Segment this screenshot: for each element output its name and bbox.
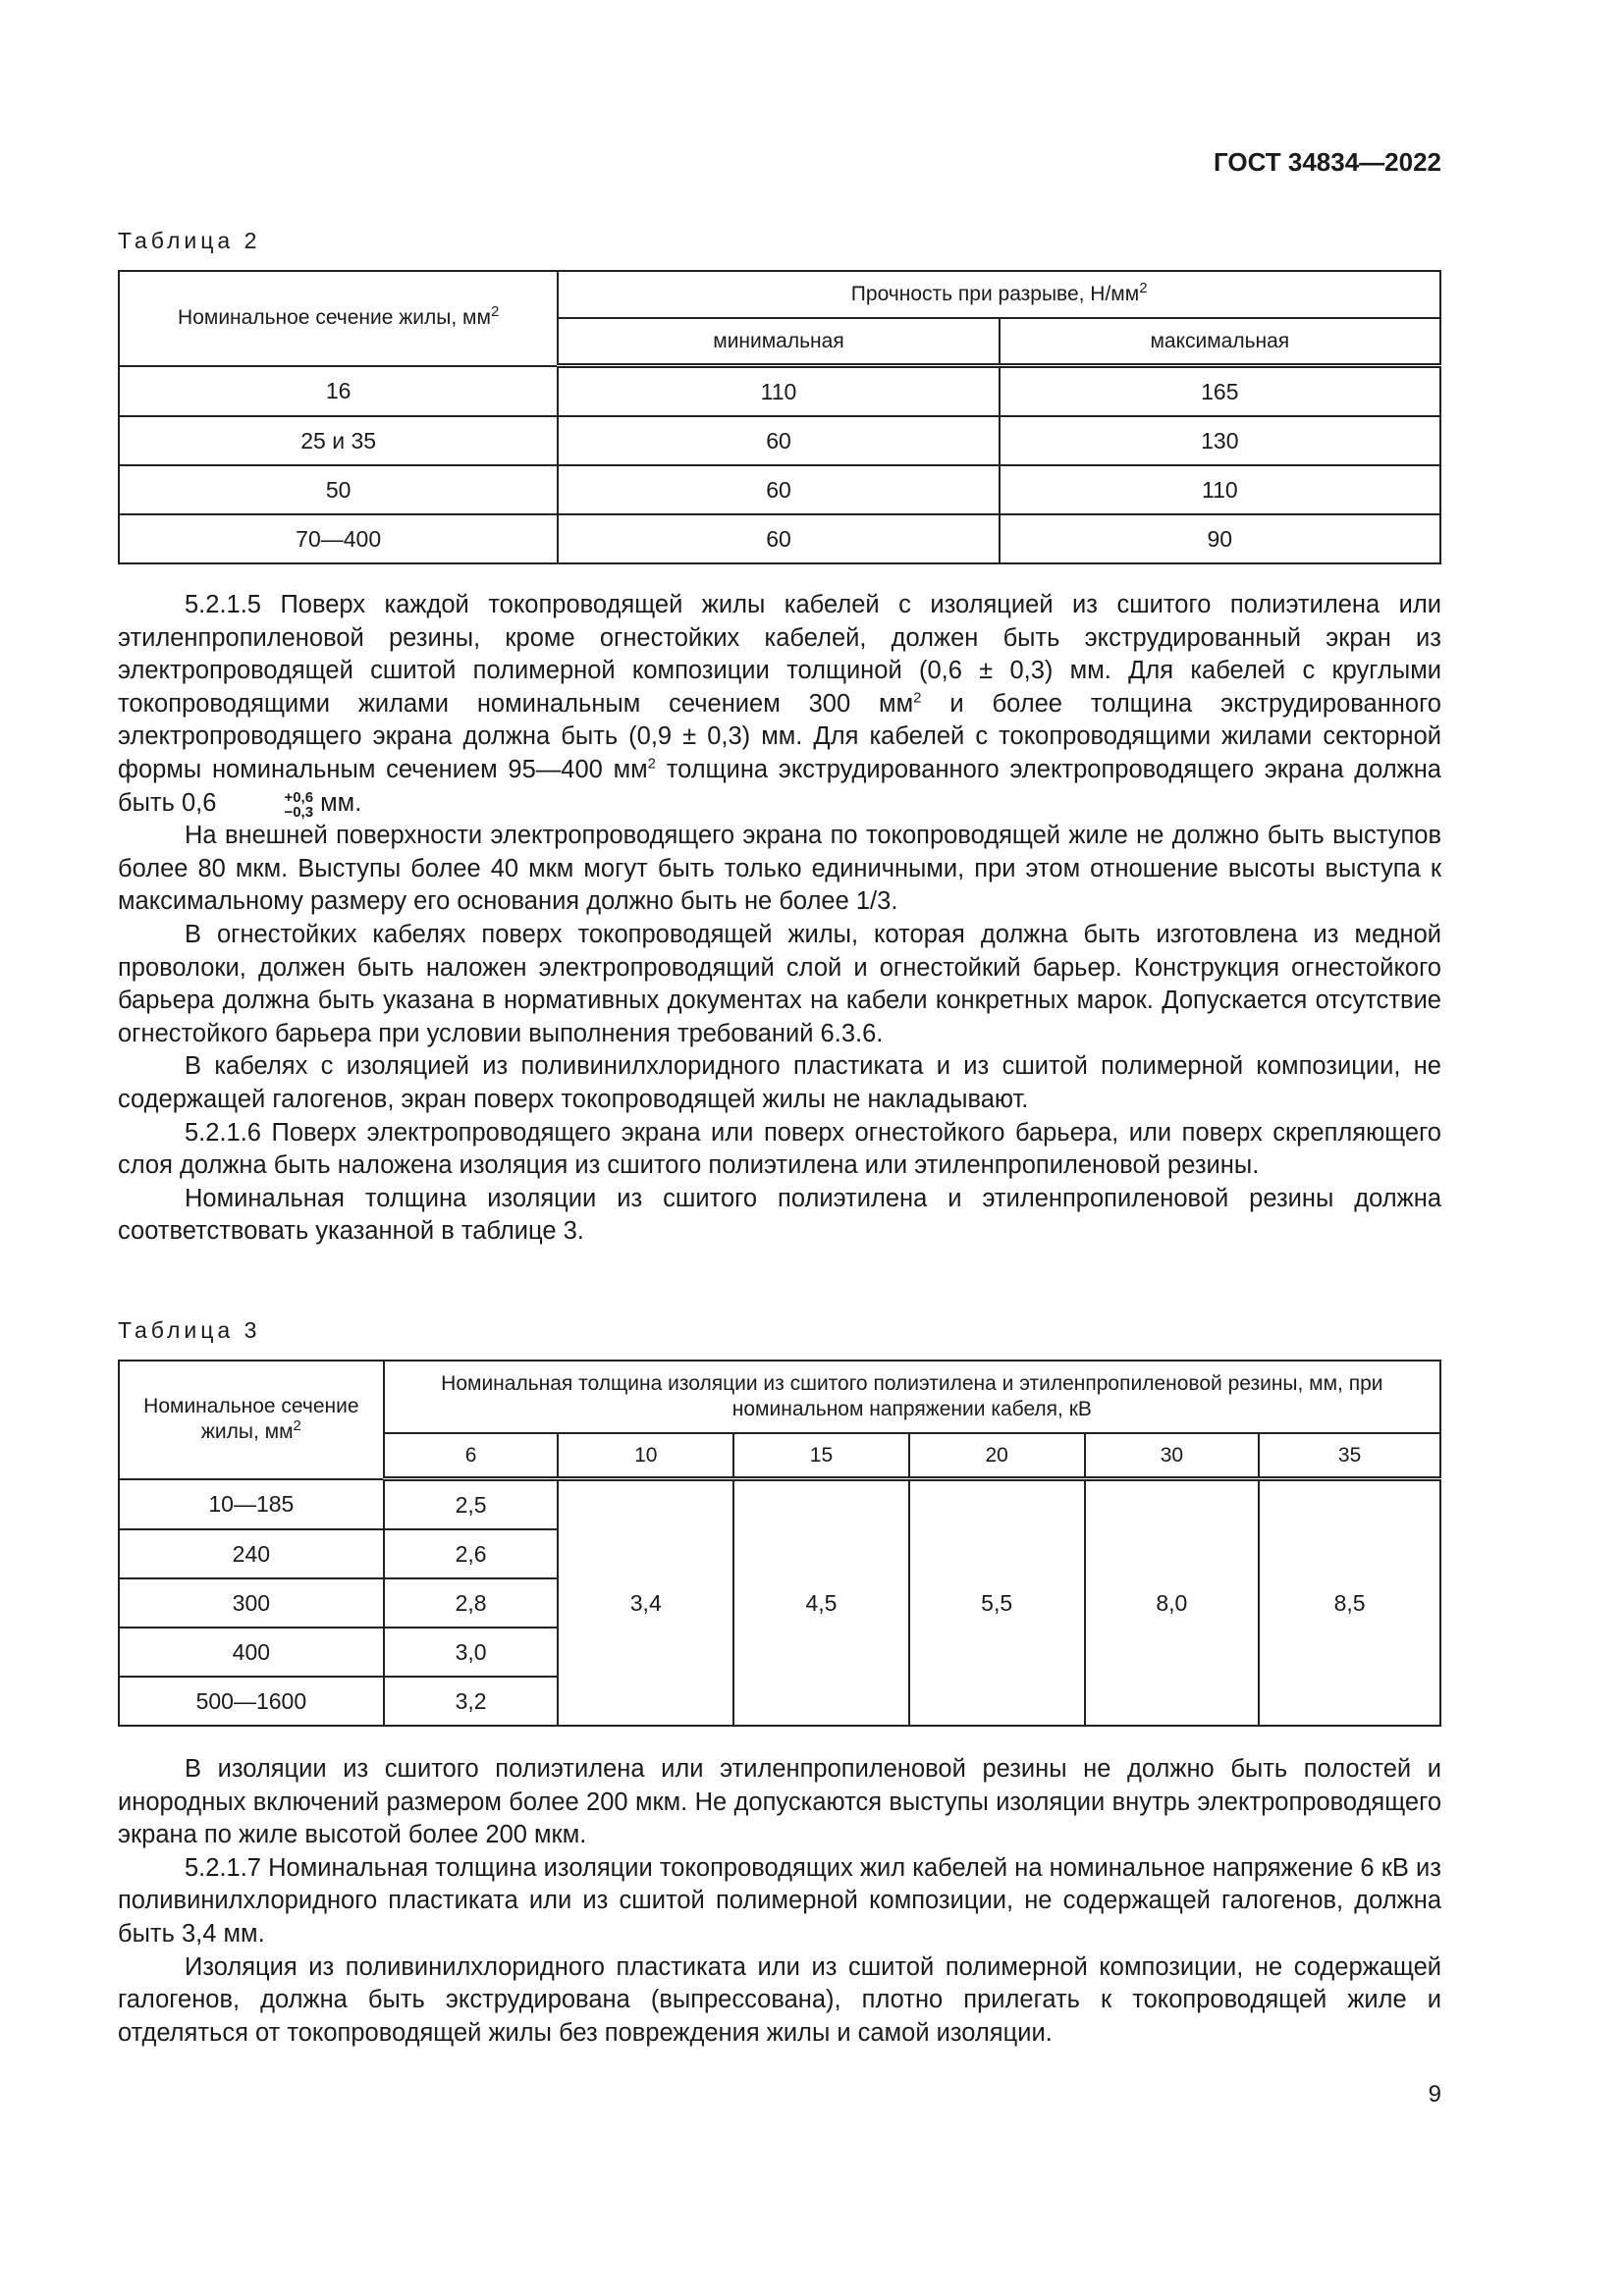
- cell-35kv: 8,5: [1259, 1479, 1440, 1727]
- cell-min: 60: [558, 416, 999, 465]
- cell-section: 10—185: [119, 1479, 384, 1530]
- cell-section: 70—400: [119, 514, 558, 563]
- header-strength: Прочность при разрыве, $Н/мм^2$: [558, 271, 1440, 318]
- header-voltage: 20: [909, 1433, 1085, 1479]
- table-row: [119, 366, 1440, 417]
- cell-section: 16: [119, 366, 558, 417]
- table-row: [119, 514, 1440, 563]
- cell-min: 60: [558, 514, 999, 563]
- cell-section: 50: [119, 465, 558, 514]
- paragraph-5-2-1-5: 5.2.1.5 Поверх каждой токопроводящей жилы кабелей с изоляцией из сшитого полиэтилена или этиленпропиленовой резины, кроме огнестойких кабелей, должен быть экструдированный экран из электропроводящей сшитой полимерной композиции толщиной (0,6 ± 0,3) мм. Для кабелей с круглыми токопроводящими жилами номинальным сечением 300 $мм^2$ и более толщина экструдированного электропроводящего экрана должна быть (0,9 ± 0,3) мм. Для кабелей с токопроводящими жилами секторной формы номинальным сечением 95—400 $мм^2$ толщина экструдированного электропроводящего экрана должна быть 0,6 +0,6 −0,3 мм.: [118, 591, 1441, 821]
- header-voltage: 10: [558, 1433, 733, 1479]
- paragraph: В изоляции из сшитого полиэтилена или этиленпропиленовой резины не должно быть полостей и инородных включений размером более 200 мкм. Не допускаются выступы изоляции внутрь электропроводящего экрана по жиле высотой более 200 мкм.: [118, 1755, 1441, 1849]
- header-voltage: 35: [1259, 1433, 1440, 1479]
- cell-max: 110: [1000, 465, 1440, 514]
- header-section: Номинальное сечение жилы, $мм^2$: [119, 271, 558, 366]
- table-row: [119, 416, 1440, 465]
- cell-max: 90: [1000, 514, 1440, 563]
- cell-section: 300: [119, 1578, 384, 1628]
- header-thickness: Номинальная толщина изоляции из сшитого полиэтилена и этиленпропиленовой резины, мм, при номинальном напряжении кабеля, кВ: [384, 1361, 1440, 1433]
- paragraph: В кабелях с изоляцией из поливинилхлоридного пластиката и из сшитой полимерной композиции, не содержащей галогенов, экран поверх токопроводящей жилы не накладывают.: [118, 1052, 1441, 1113]
- cell-6kv: 2,8: [384, 1578, 559, 1628]
- cell-6kv: 3,2: [384, 1677, 559, 1726]
- header-min: минимальная: [558, 318, 999, 366]
- header-voltage: 15: [733, 1433, 909, 1479]
- table-row: [119, 465, 1440, 514]
- body-text-1: [118, 589, 1441, 1249]
- cell-section: 400: [119, 1628, 384, 1677]
- header-voltage: 6: [384, 1433, 559, 1479]
- cell-6kv: 2,6: [384, 1529, 559, 1578]
- paragraph: 5.2.1.6 Поверх электропроводящего экрана или поверх огнестойкого барьера, или поверх скрепляющего слоя должна быть наложена изоляция из сшитого полиэтилена или этиленпропиленовой резины.: [118, 1118, 1441, 1180]
- cell-15kv: 4,5: [733, 1479, 909, 1727]
- header-voltage: 30: [1085, 1433, 1260, 1479]
- cell-section: 25 и 35: [119, 416, 558, 465]
- tolerance: +0,6 −0,3: [284, 788, 314, 821]
- cell-max: 165: [1000, 366, 1440, 417]
- paragraph: Номинальная толщина изоляции из сшитого полиэтилена и этиленпропиленовой резины должна соответствовать указанной в таблице 3.: [118, 1184, 1441, 1246]
- table-3: [118, 1360, 1441, 1727]
- header-max: максимальная: [1000, 318, 1440, 366]
- cell-10kv: 3,4: [558, 1479, 733, 1727]
- paragraph: Изоляция из поливинилхлоридного пластиката или из сшитой полимерной композиции, не содержащей галогенов, должна быть экструдирована (выпрессована), плотно прилегать к токопроводящей жиле и отделяться от токопроводящей жилы без повреждения жилы и самой изоляции.: [118, 1952, 1441, 2047]
- cell-min: 110: [558, 366, 999, 417]
- document-designation: ГОСТ 34834—2022: [1214, 147, 1441, 177]
- body-text-2: [118, 1753, 1441, 2050]
- cell-section: 240: [119, 1529, 384, 1578]
- cell-6kv: 2,5: [384, 1479, 559, 1530]
- cell-30kv: 8,0: [1085, 1479, 1260, 1727]
- page-number: 9: [1428, 2081, 1441, 2108]
- table-row: [119, 1479, 1440, 1530]
- cell-min: 60: [558, 465, 999, 514]
- cell-section: 500—1600: [119, 1677, 384, 1726]
- table2-label: Таблица 2: [118, 228, 261, 253]
- paragraph: 5.2.1.7 Номинальная толщина изоляции токопроводящих жил кабелей на номинальное напряжение 6 кВ из поливинилхлоридного пластиката или из сшитой полимерной композиции, не содержащей галогенов, должна быть 3,4 мм.: [118, 1853, 1441, 1948]
- table3-label: Таблица 3: [118, 1317, 261, 1343]
- paragraph: В огнестойких кабелях поверх токопроводящей жилы, которая должна быть изготовлена из медной проволоки, должен быть наложен электропроводящий слой и огнестойкий барьер. Конструкция огнестойкого барьера должна быть указана в нормативных документах на кабели конкретных марок. Допускается отсутствие огнестойкого барьера при условии выполнения требований 6.3.6.: [118, 920, 1441, 1047]
- cell-max: 130: [1000, 416, 1440, 465]
- cell-6kv: 3,0: [384, 1628, 559, 1677]
- paragraph: На внешней поверхности электропроводящего экрана по токопроводящей жиле не должно быть выступов более 80 мкм. Выступы более 40 мкм могут быть только единичными, при этом отношение высоты выступа к максимальному размеру его основания должно быть не более 1/3.: [118, 822, 1441, 916]
- cell-20kv: 5,5: [909, 1479, 1085, 1727]
- header-section: Номинальное сечение жилы, $мм^2$: [119, 1361, 384, 1479]
- table-2: [118, 270, 1441, 564]
